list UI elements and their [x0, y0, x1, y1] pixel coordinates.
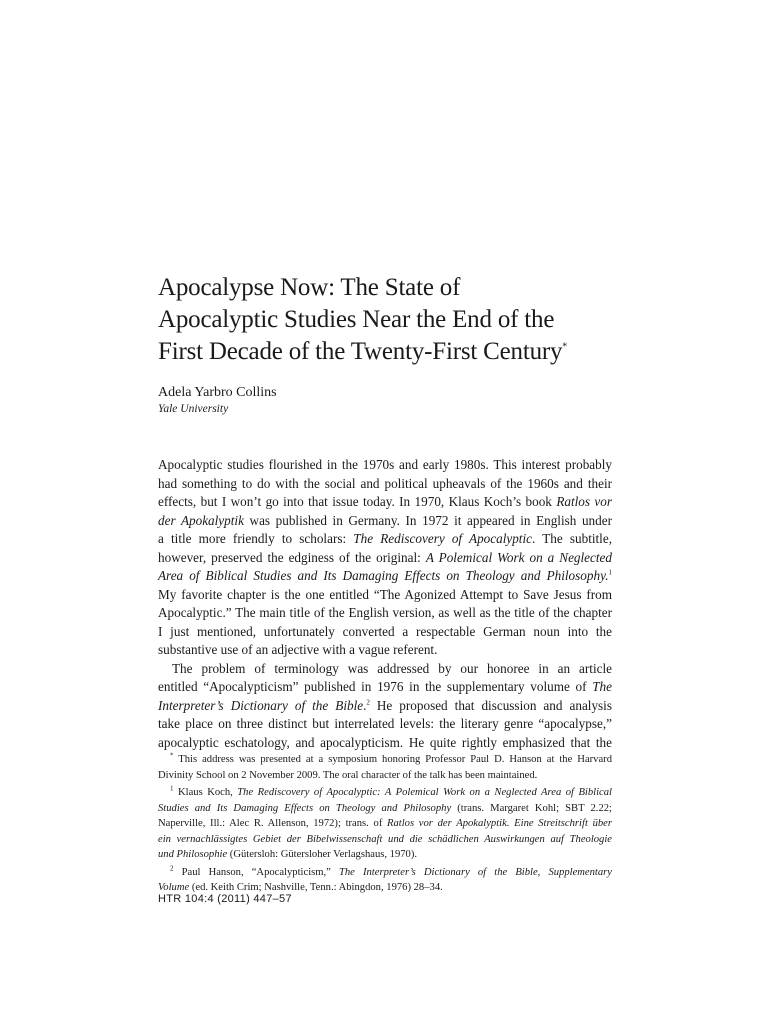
body-line: apocalyptic eschatology, and apocalypticism. He quite rightly emphasized that the: [158, 734, 612, 750]
title-line-3-text: First Decade of the Twenty-First Century: [158, 338, 563, 365]
title-line-2: Apocalyptic Studies Near the End of the: [158, 306, 555, 333]
subtitle-text: Area of Biblical Studies and Its Damaging Effects on Theology and Philosophy.: [158, 568, 609, 583]
footnote-mark: 1: [170, 784, 174, 793]
footnote-1: [158, 785, 612, 863]
body-line: [158, 493, 612, 512]
body-text: He proposed that discussion and analysis: [369, 697, 612, 713]
title-line-1: Apocalypse Now: The State of: [158, 274, 461, 301]
body-text: entitled “Apocalypticism” published in 1976 in the supplementary volume of: [158, 679, 593, 694]
body-line: Apocalyptic studies flourished in the 1970s and early 1980s. This interest probably: [158, 457, 612, 472]
footnote-text: (Gütersloh: Gütersloher Verlagshaus, 1970).: [227, 849, 418, 860]
footnote-line: [158, 801, 612, 817]
book-title-cont: der Apokalyptik: [158, 512, 244, 528]
footnote-line: [158, 832, 612, 848]
footnote-star: [158, 752, 612, 783]
book-title-rediscovery: The Rediscovery of Apocalyptic: [353, 531, 532, 546]
journal-citation: HTR 104:4 (2011) 447–57: [158, 893, 292, 905]
title-line-3: [158, 336, 628, 368]
body-line: [158, 530, 612, 549]
body-line: Apocalyptic.” The main title of the English version, as well as the title of the chapter: [158, 605, 612, 620]
book-title-ratlos: Ratlos vor: [556, 494, 612, 509]
body-line: Interpreter’s Dictionary of the Bible.$^2$ He proposed that discussion and analysis: [158, 697, 612, 713]
footnote-text: Klaus Koch,: [173, 787, 238, 798]
author-affiliation: Yale University: [158, 403, 229, 415]
footnote-ref-1: 1: [608, 568, 612, 577]
footnote-text: (trans. Margaret Kohl; SBT 2.22;: [451, 802, 612, 814]
body-line: I just mentioned, unfortunately converted a respectable German noun into the: [158, 623, 612, 639]
body-line: My favorite chapter is the one entitled “The Agonized Attempt to Save Jesus from: [158, 586, 612, 602]
article-body: [158, 456, 612, 752]
body-line: The problem of terminology was addressed by our honoree in an article: [172, 660, 612, 676]
footnote-line: [158, 816, 612, 832]
author-name: Adela Yarbro Collins: [158, 385, 277, 400]
footnote-2: [158, 865, 612, 896]
footnote-italic: Ratlos vor der Apokalyptik. Eine Streitschrift über: [387, 818, 612, 829]
body-line: [158, 678, 612, 697]
footnote-mark: *: [170, 751, 174, 760]
footnote-italic: und Philosophie: [158, 849, 228, 860]
footnote-italic: ein vernachlässigtes Gebiet der Bibelwissenschaft und die schädlichen Auswirkungen auf Theologie: [158, 833, 612, 845]
footnote-line: [158, 752, 612, 768]
footnote-ref-2: 2: [366, 698, 370, 707]
body-line: [158, 567, 612, 586]
article-title: [158, 272, 628, 368]
body-line: [158, 512, 612, 531]
footnotes: [158, 752, 612, 898]
footnote-italic: Studies and Its Damaging Effects on Theology and Philosophy: [158, 802, 452, 814]
body-line: substantive use of an adjective with a vague referent.: [158, 642, 438, 657]
footnote-italic: The Interpreter’s Dictionary of the Bible, Supplementary: [338, 866, 612, 878]
footnote-line: [158, 865, 612, 881]
footnote-text: (ed. Keith Crim; Nashville, Tenn.: Abingdon, 1976) 28–34.: [189, 882, 443, 893]
footnote-line: [158, 785, 612, 801]
footnote-italic: Volume: [158, 882, 190, 893]
body-text: was published in Germany. In 1972 it appeared in English under: [243, 512, 612, 528]
footnote-text: This address was presented at a symposium honoring Professor Paul D. Hanson at the Harvard: [173, 754, 612, 765]
book-title-idb: The: [592, 679, 612, 694]
body-text: a title more friendly to scholars:: [158, 531, 354, 546]
footnote-italic: The Rediscovery of Apocalyptic: A Polemical Work on a Neglected Area of Biblical: [237, 787, 612, 798]
footnote-mark: 2: [170, 863, 174, 872]
footnote-text: Naperville, Ill.: Alec R. Allenson, 1972); trans. of: [158, 818, 388, 829]
body-text: effects, but I won’t go into that issue today. In 1970, Klaus Koch’s book: [158, 494, 557, 509]
subtitle-text: A Polemical Work on a Neglected: [425, 549, 613, 565]
body-line: take place on three distinct but interrelated levels: the literary genre “apocalypse,”: [158, 716, 612, 731]
footnote-line: [158, 847, 612, 863]
body-line: [158, 549, 612, 568]
body-line: had something to do with the social and political upheavals of the 1960s and their: [158, 475, 612, 491]
body-text: however, preserved the edginess of the original:: [158, 549, 426, 565]
title-footnote-mark: *: [562, 341, 568, 353]
footnote-line: Divinity School on 2 November 2009. The oral character of the talk has been maintained.: [158, 769, 538, 781]
body-text: . The subtitle,: [532, 531, 613, 546]
book-title-idb: Interpreter’s Dictionary of the Bible: [158, 697, 364, 713]
footnote-text: Paul Hanson, “Apocalypticism,”: [173, 866, 339, 878]
